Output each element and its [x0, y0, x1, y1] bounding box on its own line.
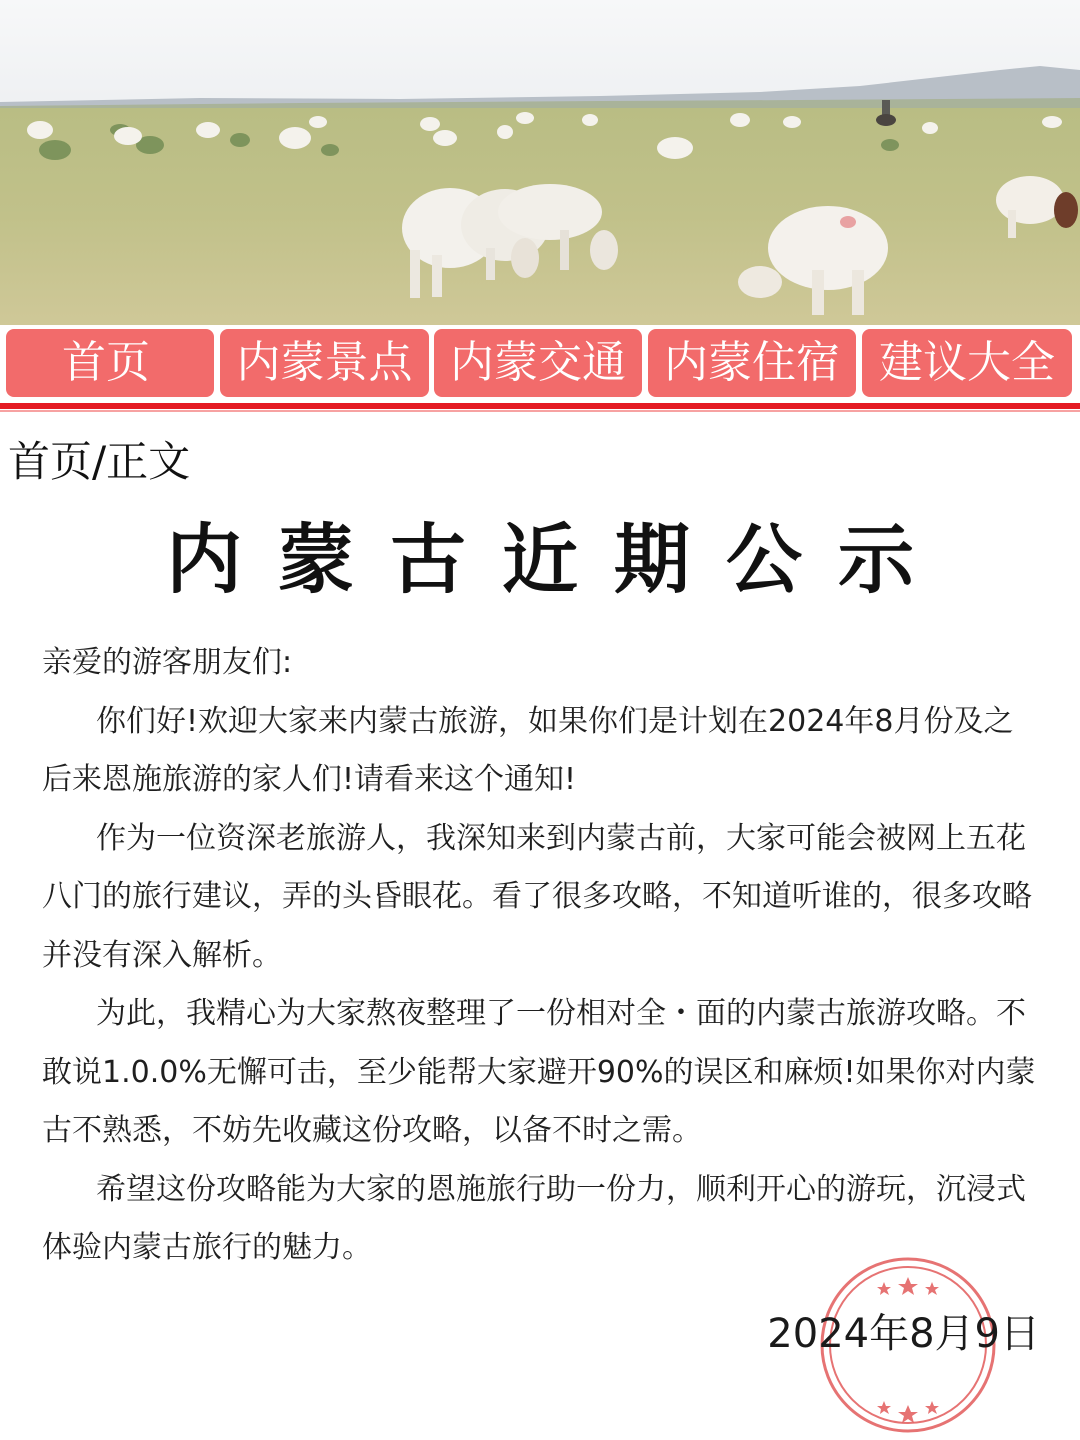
- nav-divider-shadow: [0, 410, 1080, 412]
- nav-item-home[interactable]: 首页: [6, 329, 214, 397]
- nav-item-lodging[interactable]: 内蒙住宿: [648, 329, 856, 397]
- article-body: [42, 634, 1042, 1278]
- paragraph: 为此，我精心为大家熬夜整理了一份相对全・面的内蒙古旅游攻略。不敢说1.0.0%无懈可击，至少能帮大家避开90%的误区和麻烦!如果你对内蒙古不熟悉，不妨先收藏这份攻略，以备不时之需。: [42, 996, 1036, 1148]
- paragraph: 作为一位资深老旅游人，我深知来到内蒙古前，大家可能会被网上五花八门的旅行建议，弄的头昏眼花。看了很多攻略，不知道听谁的，很多攻略并没有深入解析。: [42, 820, 1032, 973]
- nav-item-attractions[interactable]: 内蒙景点: [220, 329, 429, 397]
- breadcrumb: 首页/正文: [8, 437, 191, 486]
- top-nav: [0, 325, 1080, 403]
- nav-item-advice[interactable]: 建议大全: [862, 329, 1072, 397]
- hero-image: [0, 0, 1080, 325]
- grassland-sheep-photo: [0, 0, 1080, 325]
- nav-item-transport[interactable]: 内蒙交通: [434, 329, 642, 397]
- paragraph: 希望这份攻略能为大家的恩施旅行助一份力，顺利开心的游玩，沉浸式体验内蒙古旅行的魅力。: [42, 1171, 1026, 1265]
- publish-date: 2024年8月9日: [767, 1311, 1040, 1357]
- greeting: 亲爱的游客朋友们:: [42, 645, 293, 680]
- page-title: 内蒙古近期公示: [166, 515, 950, 604]
- nav-divider: [0, 403, 1080, 409]
- paragraph: 你们好!欢迎大家来内蒙古旅游，如果你们是计划在2024年8月份及之后来恩施旅游的家人们!请看来这个通知!: [42, 703, 1014, 797]
